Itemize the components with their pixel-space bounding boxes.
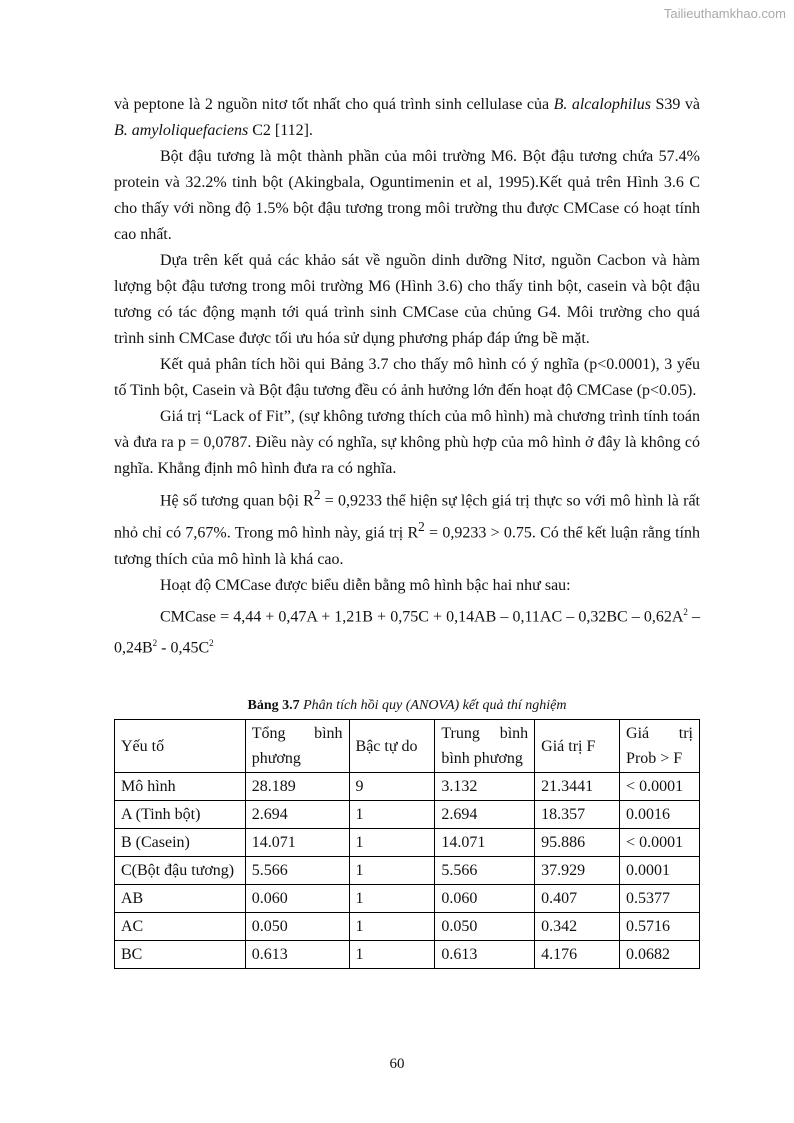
cell-prob: 0.0016	[620, 801, 700, 829]
table-row	[115, 913, 700, 941]
paragraph-5	[114, 482, 700, 573]
cell-sum-of-squares: 0.050	[245, 913, 349, 941]
species-name: B. amyloliquefaciens	[114, 122, 249, 139]
paragraph-0	[114, 92, 700, 144]
cell-mean-square: 0.613	[435, 941, 535, 969]
header-mean-square: Trung bình bình phương	[435, 720, 535, 773]
header-degrees-of-freedom: Bậc tự do	[349, 720, 435, 773]
text-run: – 0,24B	[114, 607, 701, 657]
cell-sum-of-squares: 0.060	[245, 885, 349, 913]
table-header-row	[115, 720, 700, 773]
paragraph-3: Kết quả phân tích hồi qui Bảng 3.7 cho thấy mô hình có ý nghĩa (p<0.0001), 3 yếu tố Tinh bột, Casein và Bột đậu tương đều có ảnh hưởng lớn đến hoạt độ CMCase (p<0.05).	[114, 356, 700, 399]
cell-sum-of-squares: 28.189	[245, 773, 349, 801]
text-run: CMCase = 4,44 + 0,47A + 1,21B + 0,75C + 0,14AB – 0,11AC – 0,32BC – 0,62A	[160, 607, 684, 625]
paragraph-1: Bột đậu tương là một thành phần của môi trường M6. Bột đậu tương chứa 57.4% protein và 32.2% tinh bột (Akingbala, Oguntimenin et al, 1995).Kết quả trên Hình 3.6 C cho thấy với nồng độ 1.5% bột đậu tương trong môi trường thu được CMCase có hoạt tính cao nhất.	[114, 148, 700, 243]
table-row	[115, 829, 700, 857]
superscript: 2	[152, 637, 158, 648]
cell-mean-square: 14.071	[435, 829, 535, 857]
watermark: Tailieuthamkhao.com	[663, 6, 786, 21]
regression-formula	[114, 599, 700, 662]
text-run: = 0,9233 thể hiện sự lệch giá trị thực so với mô hình là rất nhỏ chỉ có 7,67%. Trong mô hình này, giá trị R	[114, 492, 701, 542]
page-number: 60	[389, 1056, 405, 1072]
cell-sum-of-squares: 0.613	[245, 941, 349, 969]
paragraph-6: Hoạt độ CMCase được biểu diễn bằng mô hình bậc hai như sau:	[160, 576, 571, 594]
cell-f-value: 21.3441	[535, 773, 620, 801]
cell-factor: A (Tinh bột)	[115, 801, 246, 829]
cell-prob: 0.0682	[620, 941, 700, 969]
cell-df: 9	[349, 773, 435, 801]
cell-factor: BC	[115, 941, 246, 969]
cell-factor: AB	[115, 885, 246, 913]
superscript: 2	[313, 487, 321, 502]
cell-f-value: 0.407	[535, 885, 620, 913]
cell-df: 1	[349, 829, 435, 857]
cell-f-value: 4.176	[535, 941, 620, 969]
table-caption	[114, 697, 700, 715]
cell-mean-square: 0.060	[435, 885, 535, 913]
cell-prob: < 0.0001	[620, 773, 700, 801]
table-row	[115, 773, 700, 801]
body-text	[114, 92, 700, 661]
text-run: - 0,45C	[157, 639, 210, 657]
table-row	[115, 801, 700, 829]
header-prob-f: Giá trị Prob > F	[620, 720, 700, 773]
header-sum-of-squares: Tổng bình phương	[245, 720, 349, 773]
caption-number: Bảng 3.7	[247, 698, 300, 713]
cell-sum-of-squares: 5.566	[245, 857, 349, 885]
table-row	[115, 941, 700, 969]
superscript: 2	[209, 637, 214, 648]
cell-factor: AC	[115, 913, 246, 941]
cell-mean-square: 5.566	[435, 857, 535, 885]
cell-prob: 0.5377	[620, 885, 700, 913]
paragraph-2: Dựa trên kết quả các khảo sát về nguồn dinh dưỡng Nitơ, nguồn Cacbon và hàm lượng bột đậu tương trong môi trường M6 (Hình 3.6) cho thấy tinh bột, casein và bột đậu tương có tác động mạnh tới quá trình sinh CMCase của chủng G4. Môi trường cho quá trình sinh CMCase được tối ưu hóa sử dụng phương pháp đáp ứng bề mặt.	[114, 252, 700, 347]
table-row	[115, 857, 700, 885]
anova-table	[114, 719, 700, 969]
text-run: Hệ số tương quan bội R	[160, 492, 314, 510]
table-row	[115, 885, 700, 913]
cell-prob: 0.0001	[620, 857, 700, 885]
cell-prob: < 0.0001	[620, 829, 700, 857]
cell-factor: B (Casein)	[115, 829, 246, 857]
cell-mean-square: 0.050	[435, 913, 535, 941]
text-run: C2 [112].	[248, 122, 313, 139]
text-run: = 0,9233 > 0.75. Có thể kết luận rằng tính tương thích của mô hình là khá cao.	[114, 524, 700, 568]
paragraph-4: Giá trị “Lack of Fit”, (sự không tương thích của mô hình) mà chương trình tính toán và đưa ra p = 0,0787. Điều này có nghĩa, sự không phù hợp của mô hình ở đây là không có nghĩa. Khẳng định mô hình đưa ra có nghĩa.	[114, 408, 700, 477]
header-f-value: Giá trị F	[535, 720, 620, 773]
cell-f-value: 0.342	[535, 913, 620, 941]
cell-f-value: 37.929	[535, 857, 620, 885]
cell-df: 1	[349, 885, 435, 913]
cell-f-value: 18.357	[535, 801, 620, 829]
superscript: 2	[418, 519, 425, 535]
species-name: B. alcalophilus	[553, 96, 651, 113]
cell-sum-of-squares: 14.071	[245, 829, 349, 857]
text-run: và peptone là 2 nguồn nitơ tốt nhất cho quá trình sinh cellulase của	[114, 96, 554, 113]
cell-f-value: 95.886	[535, 829, 620, 857]
cell-prob: 0.5716	[620, 913, 700, 941]
cell-factor: C(Bột đậu tương)	[115, 857, 246, 885]
cell-mean-square: 3.132	[435, 773, 535, 801]
cell-df: 1	[349, 941, 435, 969]
cell-df: 1	[349, 801, 435, 829]
cell-df: 1	[349, 913, 435, 941]
superscript: 2	[683, 606, 688, 617]
cell-mean-square: 2.694	[435, 801, 535, 829]
cell-factor: Mô hình	[115, 773, 246, 801]
cell-sum-of-squares: 2.694	[245, 801, 349, 829]
header-factor: Yếu tố	[115, 720, 246, 773]
text-run: S39 và	[650, 96, 700, 113]
cell-df: 1	[349, 857, 435, 885]
caption-text: Phân tích hồi quy (ANOVA) kết quả thí nghiệm	[299, 698, 567, 713]
